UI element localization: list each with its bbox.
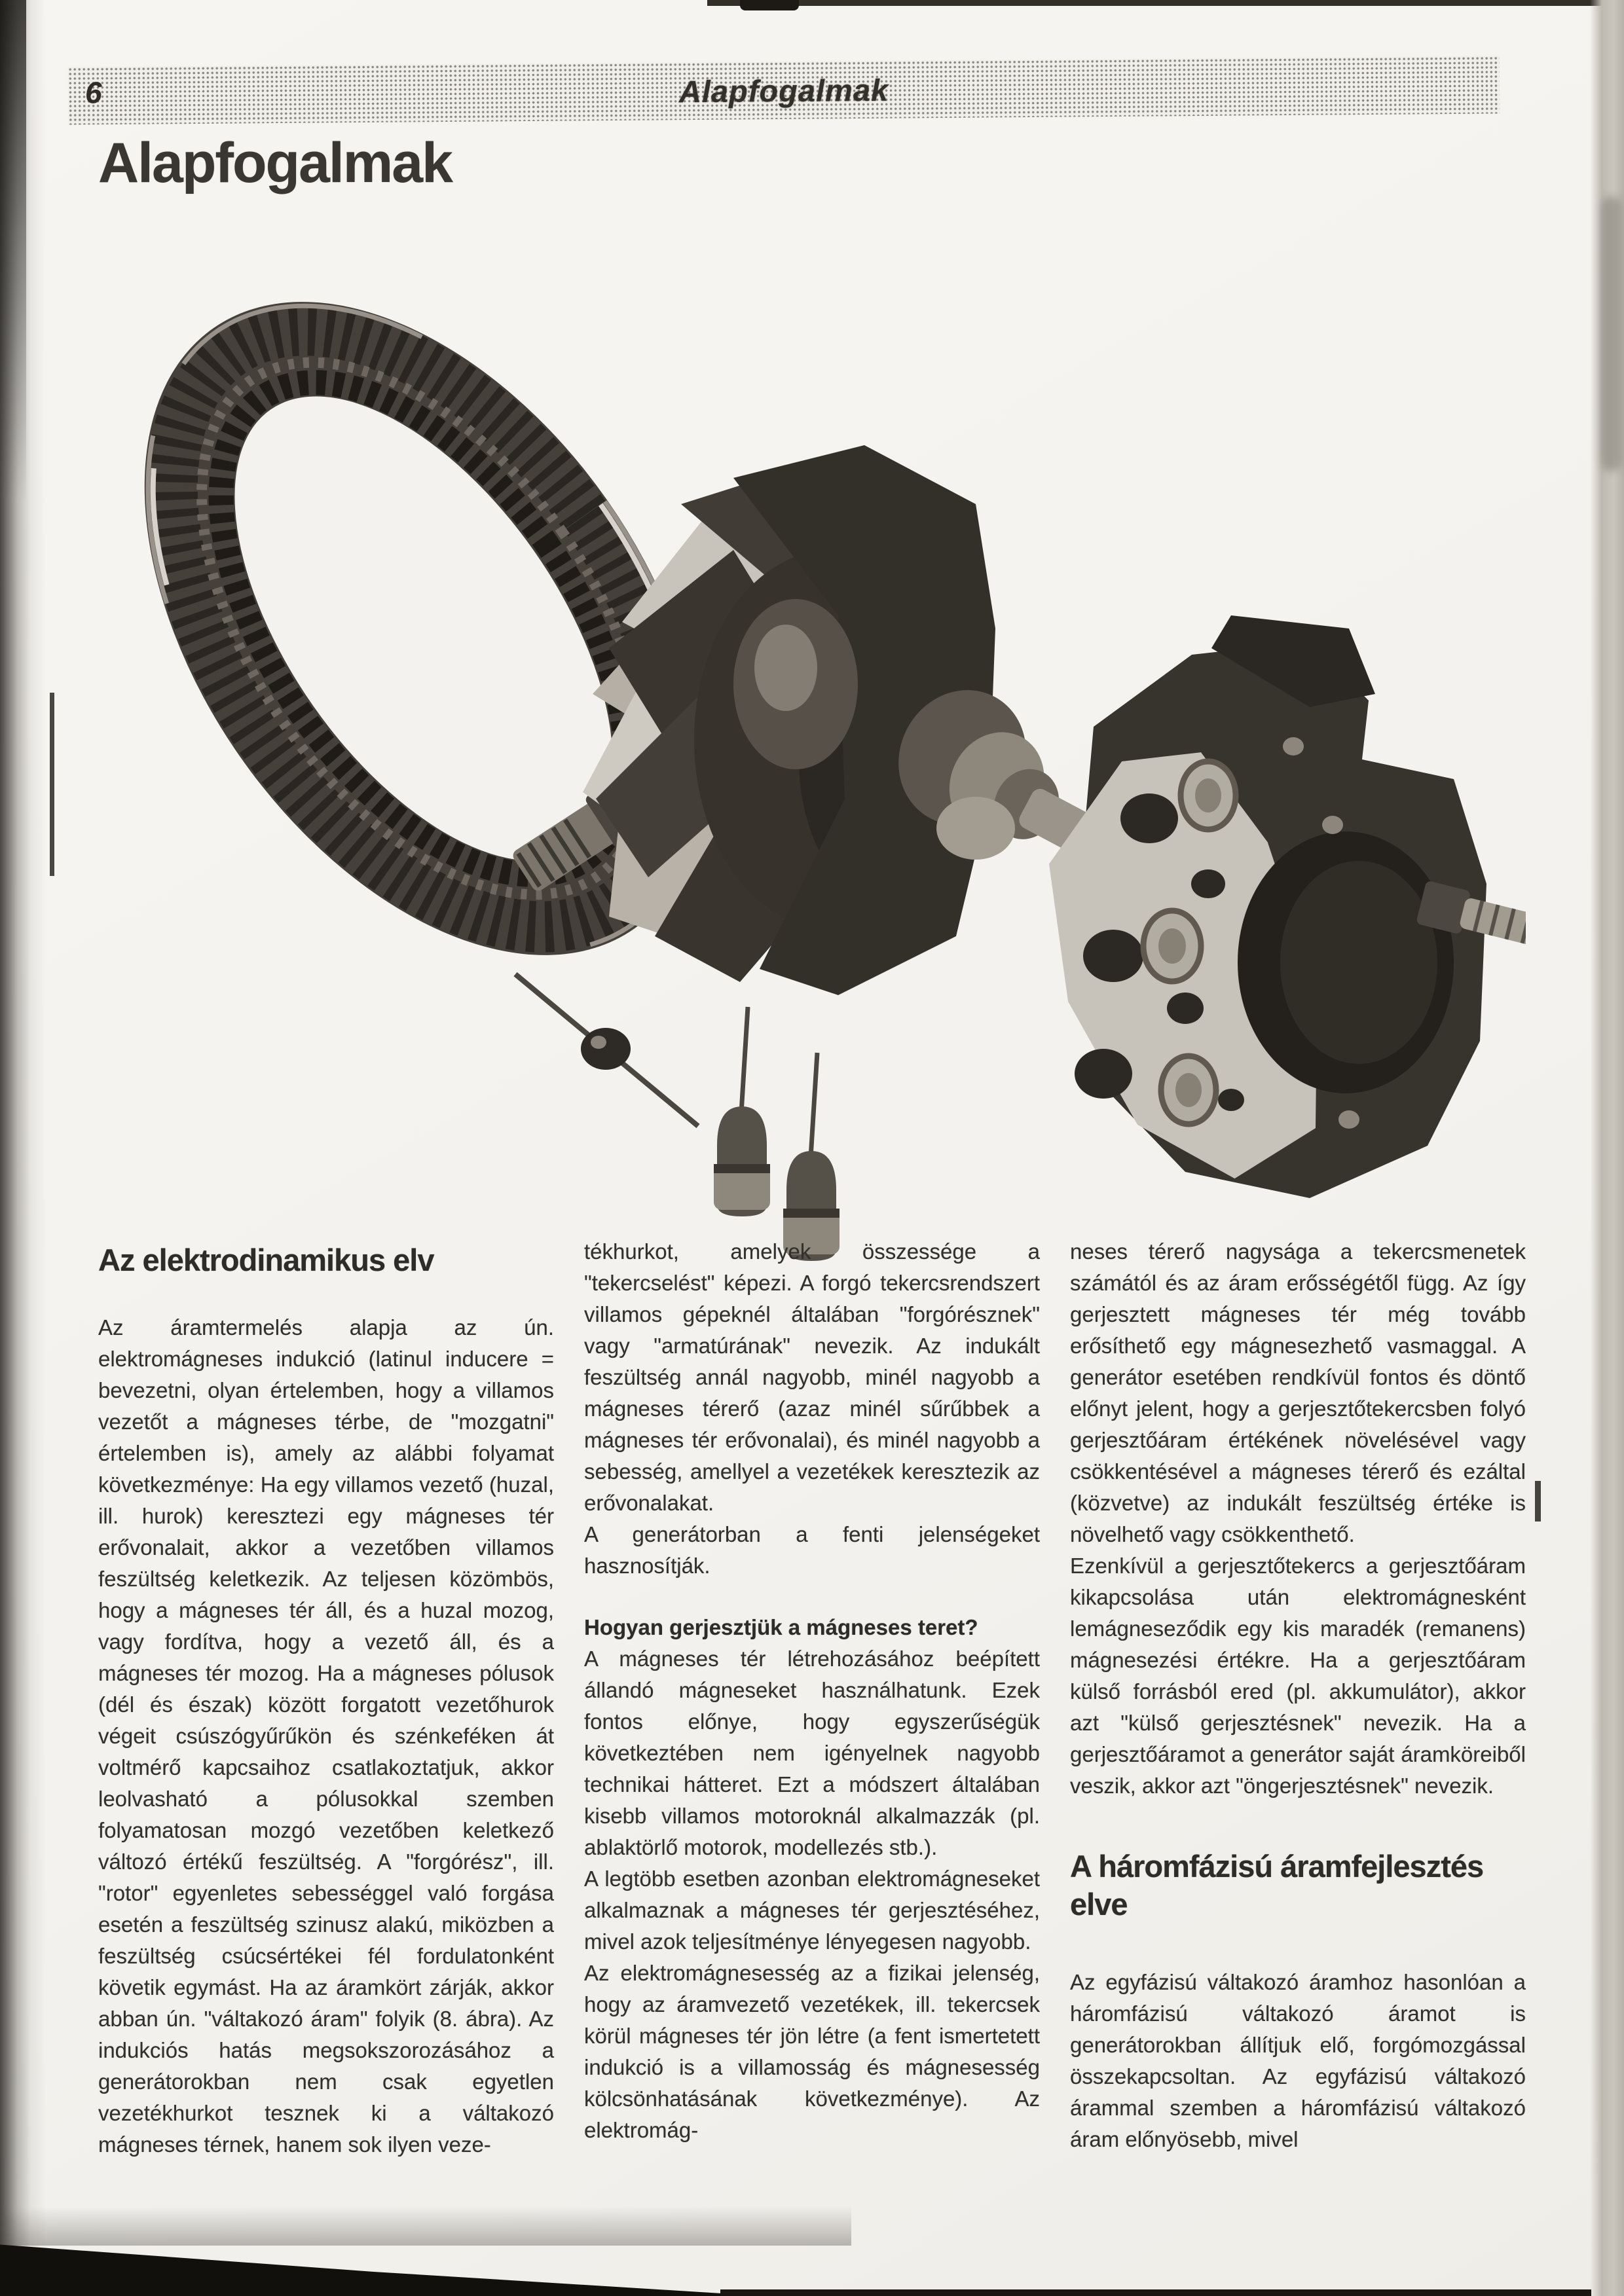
col1-heading: Az elektrodinamikus elv [98,1243,434,1277]
col3-heading: A háromfázisú áramfejlesztés elve [1070,1849,1484,1922]
col1-paragraph: Az áramtermelés alapja az ún. elektromágneses indukció (latinul inducere = bevezetni, olyan értelemben, hogy a villamos vezetőt a mágneses térbe, de "mozgatni" értelemben is), amely az alábbi folyamat következménye: Ha egy villamos vezető (huzal, ill. hurok) keresztezi egy mágneses tér erővonalait, akkor a vezetőben villamos feszültség keletkezik. Az teljesen közömbös, hogy a mágneses tér áll, és a huzal mozog, vagy fordítva, hogy a vezető áll, és a mágneses tér mozog. Ha a mágneses pólusok (dél és észak) között forgatott vezetőhurok végeit csúszógyűrűkön és szénkeféken át voltmérő kapcsaihoz csatlakoztatjuk, akkor leolvasható a pólusokkal szemben folyamatosan mozgó vezetőben keletkező változó értékű feszültség. A "forgórész", ill. "rotor" egyenletes sebességgel való forgása esetén a feszültség szinusz alakú, miközben a feszültség csúcsértékei fél fordulatonként követik egymást. Ha az áramkört zárják, akkor abban ún. "váltakozó áram" folyik (8. ábra). Az indukciós hatás megsokszorozásához a generátorokban nem csak egyetlen vezetékhurkot tesznek ki a váltakozó mágneses térnek, hanem sok ilyen veze- [98,1315,554,2157]
col2-paragraph-1: tékhurkot, amelyek összessége a "tekercselést" képezi. A forgó tekercsrendszert villamos gépeknél általában "forgórésznek" vagy "armatúrának" nevezik. Az indukált feszültség annál nagyobb, minél nagyobb a mágneses térerő (azaz minél sűrűbbek a mágneses tér erővonalai), és minél nagyobb a sebesség, amellyel a vezetékek keresztezik az erővonalakat. [584,1239,1040,1515]
col2-paragraph-4: A legtöbb esetben azonban elektromágneseket alkalmaznak a mágneses tér gerjesztéséhez, mivel azok teljesítménye lényegesen nagyobb. [584,1867,1040,1954]
press-fit-diode-icon [783,1053,840,1261]
page-title: Alapfogalmak [98,132,452,194]
text-columns [98,1236,1526,2160]
col3-paragraph-3: Az egyfázisú váltakozó áramhoz hasonlóan a háromfázisú váltakozó áramot is generátorokban állítjuk elő, forgómozgással összekapcsoltan. Az egyfázisú váltakozó árammal szemben a háromfázisú váltakozó áram előnyösebb, mivel [1070,1970,1526,2151]
alternator-exploded-illustration [98,236,1526,1277]
scan-bottom-black-strip [720,2289,1591,2296]
scan-edge-top-nub [740,0,799,10]
page-number: 6 [84,75,102,110]
col2-subheading: Hogyan gerjesztjük a mágneses teret? [584,1615,978,1639]
column-3 [1070,1236,1526,2160]
header-bar [68,56,1500,124]
col2-paragraph-3: A mágneses tér létrehozásához beépített állandó mágneseket használhatunk. Ezek fontos előnye, hogy egyszerűségük következtében nem igényelnek nagyobb technikai hátteret. Ezt a módszert általában kisebb villamos motoroknál alkalmazzák (pl. ablaktörlő motorok, modellezés stb.). [584,1647,1040,1859]
end-shield-housing-icon [1008,615,1526,1209]
col2-paragraph-2: A generátorban a fenti jelenségeket hasznosítják. [584,1522,1040,1578]
scan-edge-left-top-shadow [0,0,26,589]
col3-paragraph-2: Ezenkívül a gerjesztőtekercs a gerjesztőáram kikapcsolása után elektromágnesként lemágneseződik egy kis maradék (remanens) mágnesezési értékre. Ha a gerjesztőáram külső forrásból ered (pl. akkumulátor), akkor azt "külső gerjesztésnek" nevezik. Ha a gerjesztőáramot a generátor saját áramköreiből veszik, akkor azt "öngerjesztésnek" nevezik. [1070,1554,1526,1798]
scan-edge-top-line [707,0,1624,6]
scan-right-margin-tick [1535,1481,1541,1522]
axial-lead-diode-icon [515,974,698,1126]
col3-paragraph-1: neses térerő nagysága a tekercsmenetek számától és az áram erősségétől függ. Az így gerjesztett mágneses tér még tovább erősíthető egy mágnesezhető vasmaggal. A generátor esetében rendkívül fontos és döntő előnyt jelent, hogy a gerjesztőtekercsben folyó gerjesztőáram értékének növelésével vagy csökkentésével a mágneses térerő és ezáltal (közvetve) az indukált feszültség értéke is növelhető vagy csökkenthető. [1070,1239,1526,1546]
scan-left-margin-mark [50,693,54,876]
scan-edge-right-smudge [1602,196,1621,471]
column-1 [98,1236,554,2160]
col2-paragraph-5: Az elektromágnesesség az a fizikai jelenség, hogy az áramvezető vezetékek, ill. tekercsek körül mágneses tér jön létre (a fent ismertetett indukció is a villamosság és mágnesesség kölcsönhatásának következménye). Az elektromág- [584,1961,1040,2142]
header-bar-title: Alapfogalmak [678,72,889,109]
press-fit-diode-icon [714,1007,770,1216]
scan-bottom-soft-shadow [0,2206,851,2246]
column-2 [584,1236,1040,2160]
